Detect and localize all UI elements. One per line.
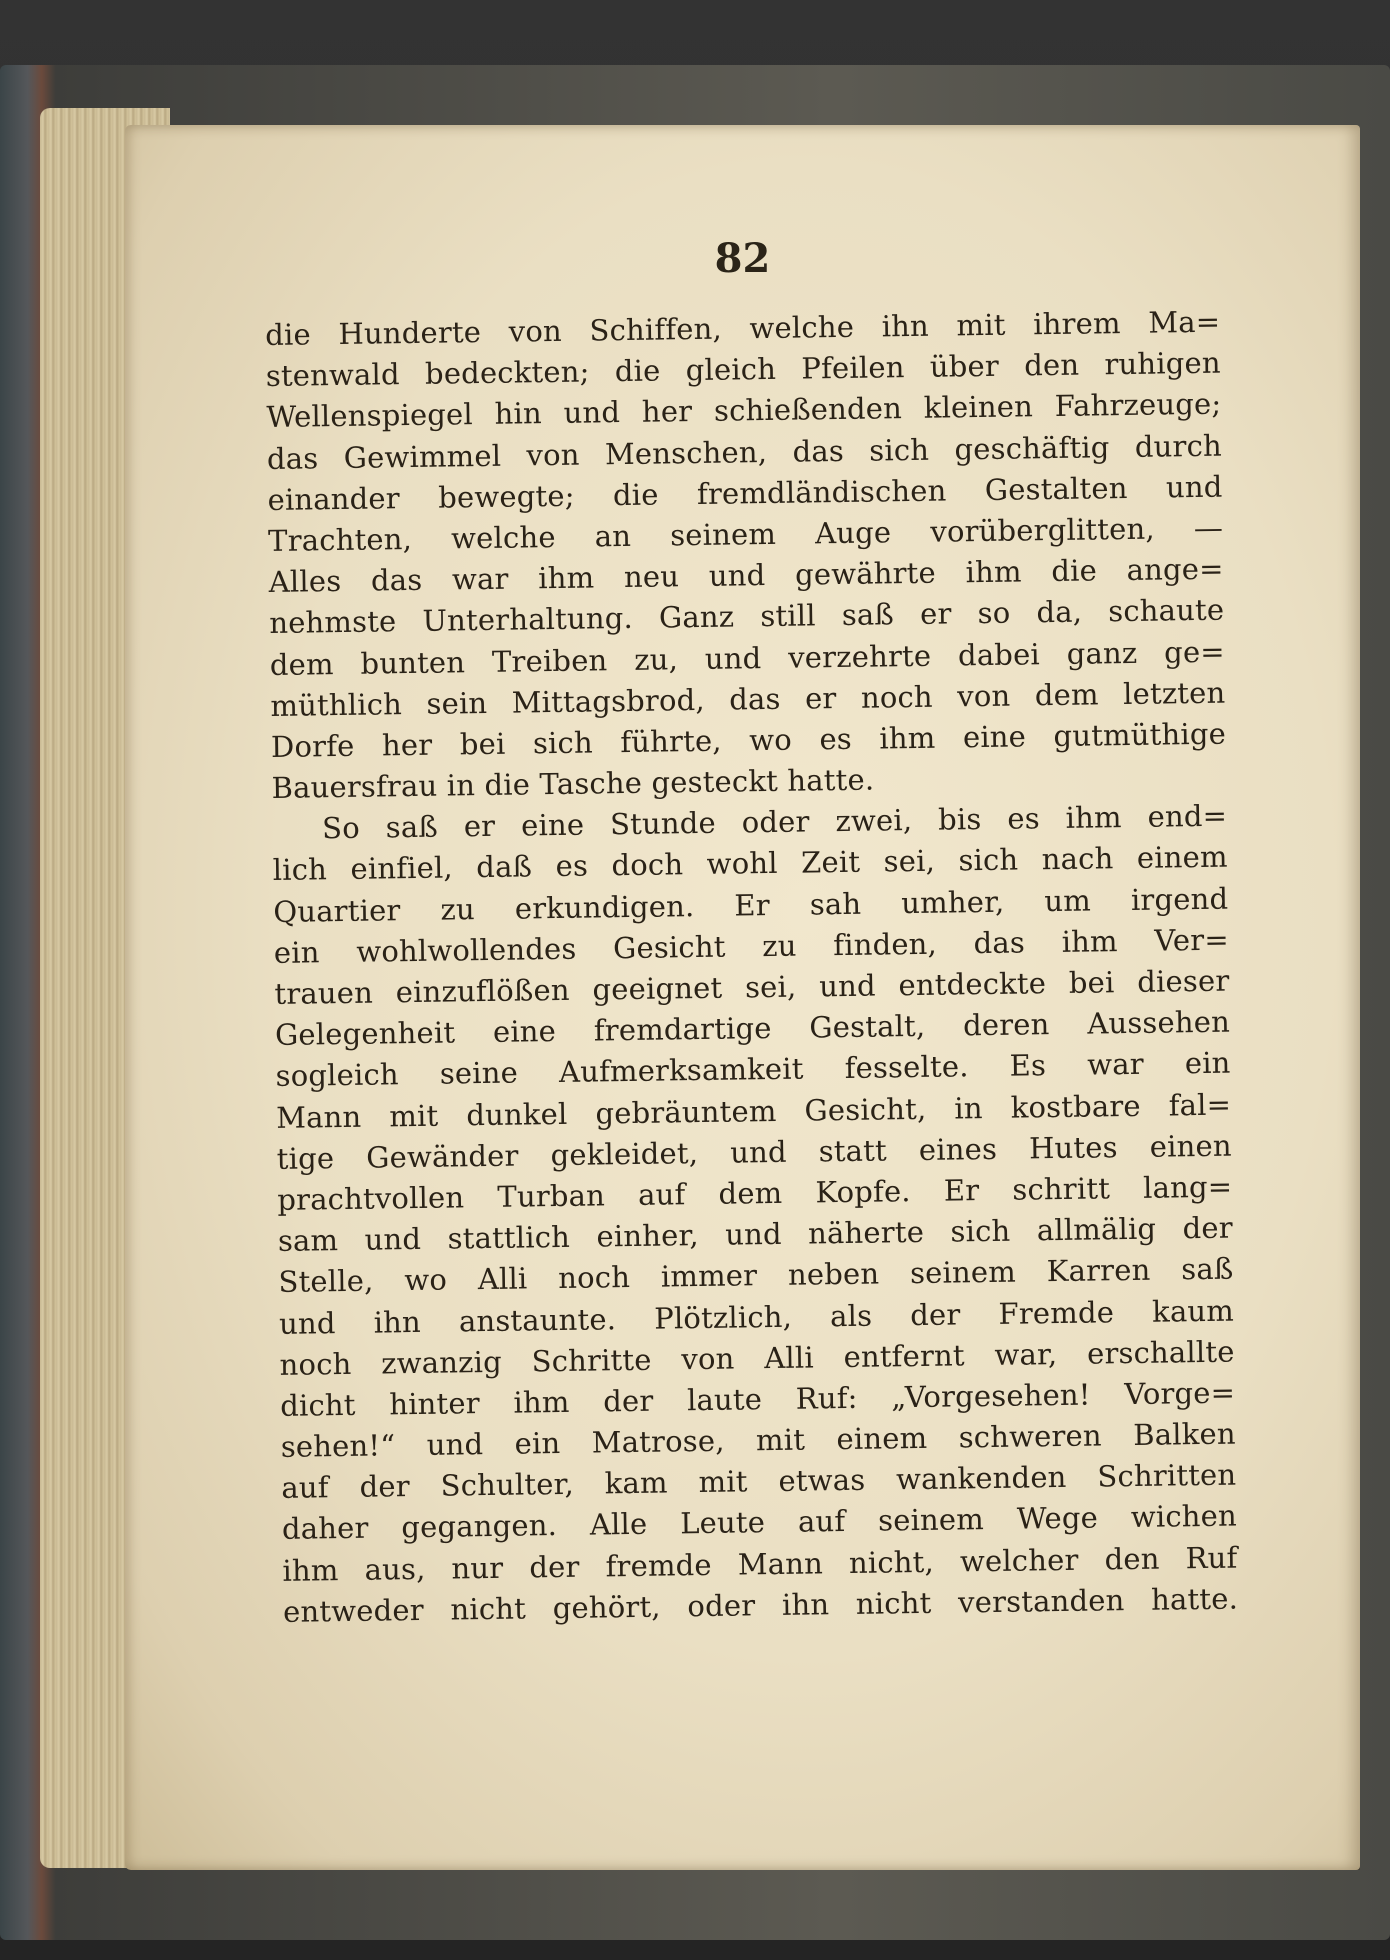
text-line: sogleich seine Aufmerksamkeit fesselte. Es war ein — [275, 1045, 1231, 1094]
text-line: nehmste Unterhaltung. Ganz still saß er so da, schaute — [269, 592, 1225, 641]
text-line: die Hunderte von Schiffen, welche ihn mit ihrem Ma= — [265, 304, 1221, 352]
body-text — [265, 302, 1238, 1633]
text-line: daher gegangen. Alle Leute auf seinem Wege wichen — [281, 1498, 1238, 1547]
text-line: einander bewegte; die fremdländischen Gestalten und — [267, 469, 1223, 517]
text-line: dem bunten Treiben zu, und verzehrte dabei ganz ge= — [269, 634, 1226, 682]
text-line: Stelle, wo Alli noch immer neben seinem Karren saß — [278, 1251, 1234, 1300]
text-line: dicht hinter ihm der laute Ruf: „Vorgesehen! Vorge= — [279, 1375, 1236, 1423]
text-line: sam und stattlich einher, und näherte sich allmälig der — [277, 1210, 1234, 1259]
text-line: müthlich sein Mittagsbrod, das er noch von dem letzten — [270, 675, 1226, 723]
text-line: das Gewimmel von Menschen, das sich geschäftig durch — [266, 428, 1223, 476]
text-line: lich einfiel, daß es doch wohl Zeit sei, sich nach einem — [272, 840, 1228, 888]
text-line: trauen einzuflößen geeignet sei, und entdeckte bei dieser — [274, 963, 1230, 1011]
text-line: Wellenspiegel hin und her schießenden kleinen Fahrzeuge; — [266, 387, 1222, 435]
text-line: Dorfe her bei sich führte, wo es ihm eine gutmüthige — [270, 716, 1227, 764]
text-line: sehen!“ und ein Matrose, mit einem schweren Balken — [280, 1416, 1236, 1464]
text-line: entweder nicht gehört, oder ihn nicht verstanden hatte. — [282, 1581, 1239, 1629]
text-line: stenwald bedeckten; die gleich Pfeilen über den ruhigen — [265, 345, 1221, 394]
text-line: ihm aus, nur der fremde Mann nicht, welcher den Ruf — [282, 1540, 1238, 1588]
text-line: Trachten, welche an seinem Auge vorüberglitten, — — [267, 510, 1224, 558]
text-line: und ihn anstaunte. Plötzlich, als der Fremde kaum — [278, 1293, 1235, 1341]
text-line: ein wohlwollendes Gesicht zu finden, das ihm Ver= — [273, 922, 1230, 970]
text-line: tige Gewänder gekleidet, und statt eines Hutes einen — [276, 1128, 1232, 1176]
text-line: Alles das war ihm neu und gewährte ihm die ange= — [268, 551, 1224, 600]
text-line: prachtvollen Turban auf dem Kopfe. Er schritt lang= — [277, 1169, 1233, 1217]
text-line: So saß er eine Stunde oder zwei, bis es ihm end= — [321, 798, 1228, 846]
text-line: Gelegenheit eine fremdartige Gestalt, deren Aussehen — [274, 1004, 1231, 1053]
book-page — [125, 125, 1360, 1870]
text-line: noch zwanzig Schritte von Alli entfernt war, erschallte — [279, 1334, 1235, 1382]
text-line: Quartier zu erkundigen. Er sah umher, um irgend — [273, 881, 1229, 929]
page-number: 82 — [714, 235, 771, 282]
text-line: Bauersfrau in die Tasche gesteckt hatte. — [271, 762, 875, 806]
text-line: Mann mit dunkel gebräuntem Gesicht, in kostbare fal= — [275, 1087, 1232, 1135]
text-line: auf der Schulter, kam mit etwas wankenden Schritten — [281, 1457, 1237, 1506]
